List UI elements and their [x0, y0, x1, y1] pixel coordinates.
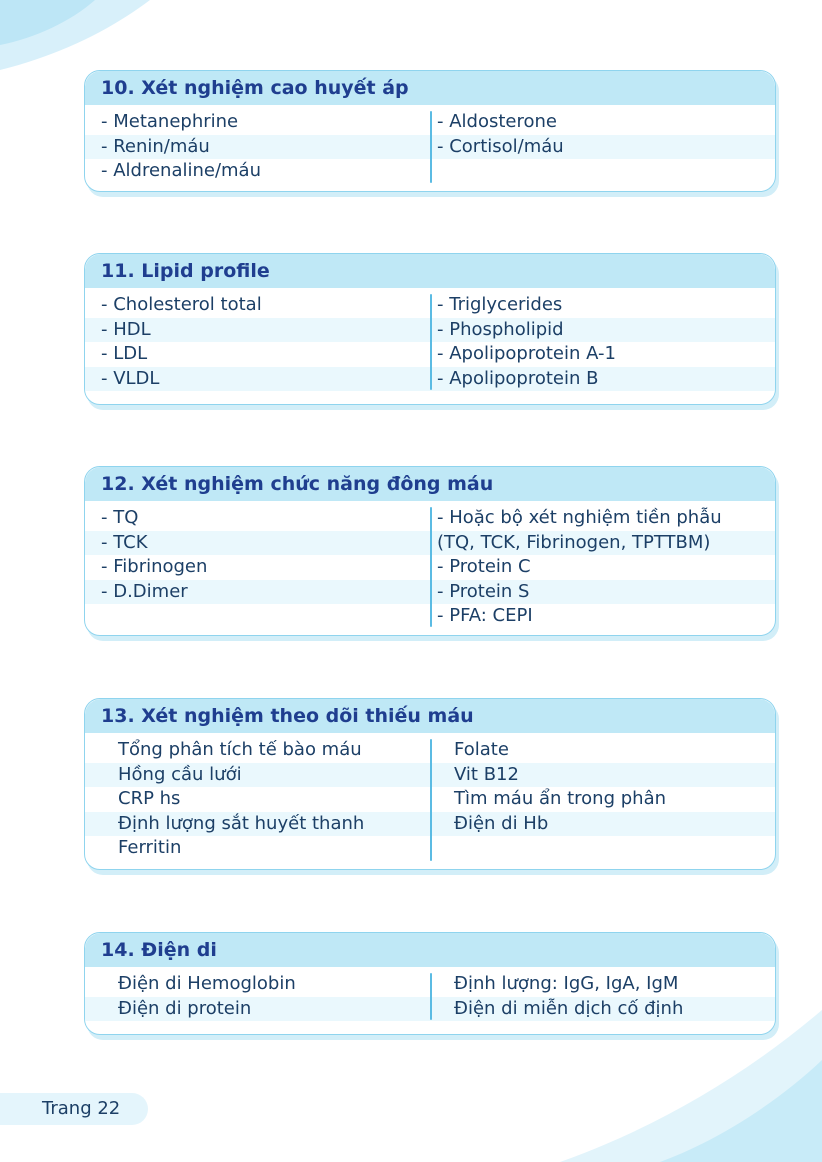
list-item: - TQ: [101, 507, 139, 528]
list-item: (TQ, TCK, Fibrinogen, TPTTBM): [437, 531, 711, 553]
list-item: Ferritin: [118, 837, 182, 858]
section-title: 14. Điện di: [85, 933, 775, 967]
list-item: Điện di protein: [118, 997, 252, 1019]
left-column: [101, 738, 364, 861]
list-item: Định lượng sắt huyết thanh: [118, 812, 365, 834]
list-item: - Triglycerides: [437, 294, 563, 315]
section-title: 10. Xét nghiệm cao huyết áp: [85, 71, 775, 105]
list-item: - Phospholipid: [437, 318, 564, 340]
section-title: 13. Xét nghiệm theo dõi thiếu máu: [85, 699, 775, 733]
list-item: - LDL: [101, 343, 148, 364]
section-card-12: [84, 466, 776, 636]
right-column: [437, 110, 564, 159]
list-item: - Apolipoprotein A-1: [437, 343, 616, 364]
left-column: [101, 293, 262, 391]
list-item: CRP hs: [118, 788, 181, 809]
list-item: - Hoặc bộ xét nghiệm tiền phẫu: [437, 507, 722, 528]
right-column: [437, 972, 683, 1021]
list-item: Folate: [454, 739, 509, 760]
list-item: Điện di miễn dịch cố định: [454, 997, 684, 1019]
left-column: [101, 972, 296, 1021]
section-card-14: [84, 932, 776, 1035]
list-item: - Apolipoprotein B: [437, 367, 599, 389]
list-item: - Metanephrine: [101, 111, 239, 132]
list-item: Tìm máu ẩn trong phân: [454, 788, 667, 809]
list-item: - Cortisol/máu: [437, 135, 564, 157]
list-item: - VLDL: [101, 367, 160, 389]
list-item: Định lượng: IgG, IgA, IgM: [454, 973, 679, 994]
list-item: - Protein C: [437, 556, 531, 577]
section-card-13: [84, 698, 776, 870]
list-item: Điện di Hb: [454, 812, 549, 834]
left-column: [101, 506, 207, 604]
list-item: - TCK: [101, 531, 148, 553]
section-title: 12. Xét nghiệm chức năng đông máu: [85, 467, 775, 501]
list-item: Tổng phân tích tế bào máu: [118, 739, 362, 760]
page-number-tab: [0, 1093, 148, 1125]
list-item: - PFA: CEPI: [437, 605, 533, 626]
list-item: Hồng cầu lưới: [118, 763, 242, 785]
list-item: - Aldrenaline/máu: [101, 160, 261, 181]
column-divider: [430, 739, 432, 861]
list-item: - Aldosterone: [437, 111, 557, 132]
column-divider: [430, 973, 432, 1020]
right-column: [437, 506, 722, 629]
left-column: [101, 110, 261, 184]
list-item: - HDL: [101, 318, 151, 340]
section-card-11: [84, 253, 776, 405]
list-item: Vit B12: [454, 763, 519, 785]
section-card-10: [84, 70, 776, 192]
list-item: Điện di Hemoglobin: [118, 973, 296, 994]
column-divider: [430, 294, 432, 390]
right-column: [437, 738, 666, 836]
column-divider: [430, 507, 432, 627]
list-item: - Renin/máu: [101, 135, 210, 157]
list-item: - Fibrinogen: [101, 556, 208, 577]
column-divider: [430, 111, 432, 183]
section-title: 11. Lipid profile: [85, 254, 775, 288]
page-number: Trang 22: [42, 1098, 121, 1119]
list-item: - D.Dimer: [101, 580, 188, 602]
list-item: - Cholesterol total: [101, 294, 262, 315]
right-column: [437, 293, 616, 391]
list-item: - Protein S: [437, 580, 530, 602]
